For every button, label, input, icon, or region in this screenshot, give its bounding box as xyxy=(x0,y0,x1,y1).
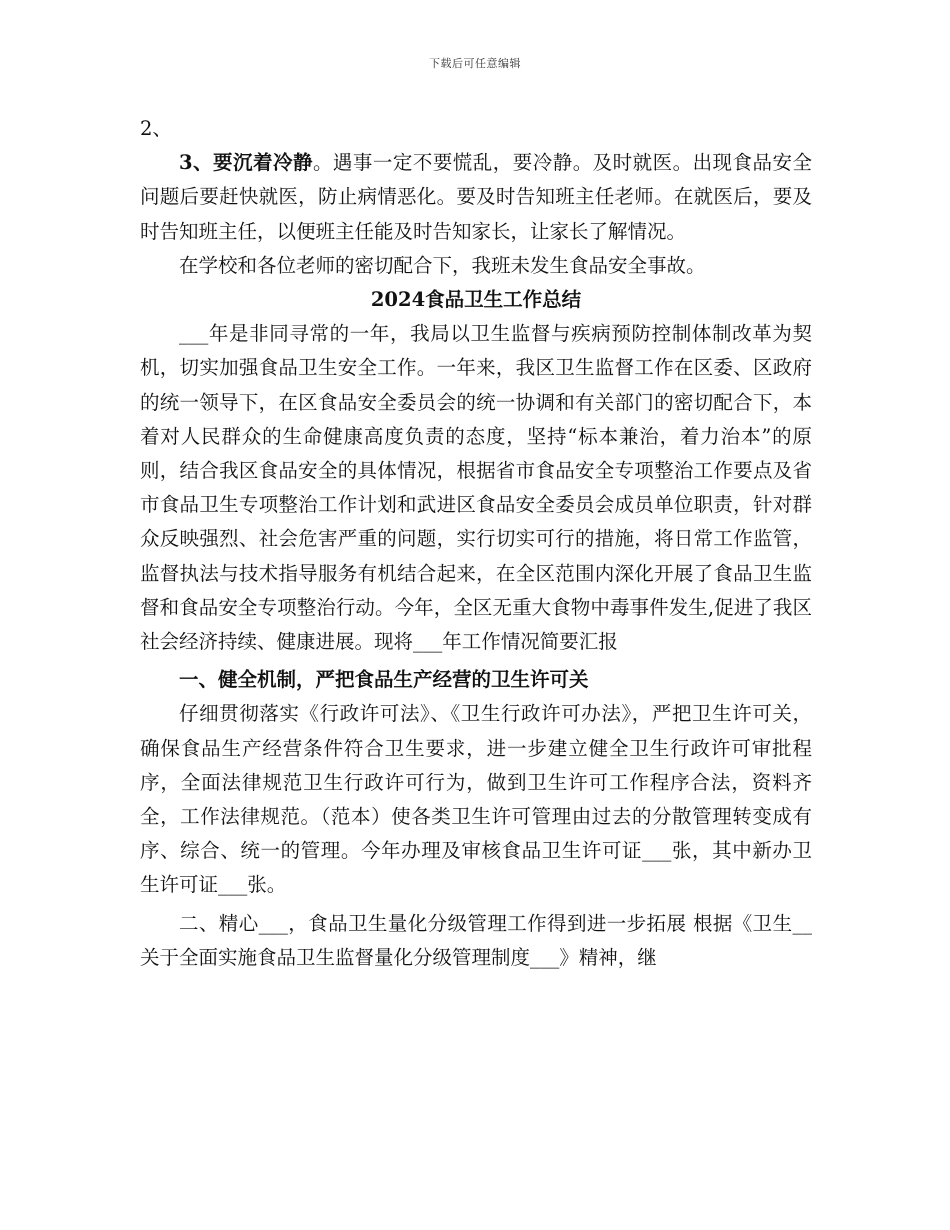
document-title: 2024食品卫生工作总结 xyxy=(370,288,582,312)
page-header: 下载后可任意编辑 xyxy=(429,57,521,70)
closing-paragraph: 在学校和各位老师的密切配合下，我班未发生食品安全事故。 xyxy=(179,253,706,277)
list-item-3-heading: 3、要沉着冷静 xyxy=(179,151,313,175)
document-body xyxy=(140,112,812,975)
section-1-heading: 一、健全机制，严把食品生产经营的卫生许可关 xyxy=(179,668,589,692)
list-item-2: 2、 xyxy=(140,117,172,140)
section-2-paragraph: 二、精心___，食品卫生量化分级管理工作得到进一步拓展 根据《卫生__关于全面实施食品卫生监督量化分级管理制度___》精神，继 xyxy=(140,911,812,969)
list-item-3 xyxy=(140,146,812,249)
intro-paragraph: ___年是非同寻常的一年，我局以卫生监督与疾病预防控制体制改革为契机，切实加强食品卫生安全工作。一年来，我区卫生监督工作在区委、区政府的统一领导下，在区食品安全委员会的统一协调和有关部门的密切配合下，本着对人民群众的生命健康高度负责的态度，坚持“标本兼治，着力治本”的原则，结合我区食品安全的具体情况，根据省市食品安全专项整治工作要点及省市食品卫生专项整治工作计划和武进区食品安全委员会成员单位职责，针对群众反映强烈、社会危害严重的问题，实行切实可行的措施，将日常工作监管，监督执法与技术指导服务有机结合起来，在全区范围内深化开展了食品卫生监督和食品安全专项整治行动。今年，全区无重大食物中毒事件发生,促进了我区社会经济持续、健康进展。现将___年工作情况简要汇报 xyxy=(140,322,812,654)
list-item-3-text: 。遇事一定不要慌乱，要冷静。及时就医。出现食品安全问题后要赶快就医，防止病情恶化。要及时告知班主任老师。在就医后，要及时告知班主任，以便班主任能及时告知家长，让家长了解情况。 xyxy=(140,151,812,243)
section-1-paragraph: 仔细贯彻落实《行政许可法》、《卫生行政许可办法》，严把卫生许可关，确保食品生产经营条件符合卫生要求，进一步建立健全卫生行政许可审批程序，全面法律规范卫生行政许可行为，做到卫生许可工作程序合法，资料齐全，工作法律规范。（范本）使各类卫生许可管理由过去的分散管理转变成有序、综合、统一的管理。今年办理及审核食品卫生许可证___张，其中新办卫生许可证___张。 xyxy=(140,702,812,897)
